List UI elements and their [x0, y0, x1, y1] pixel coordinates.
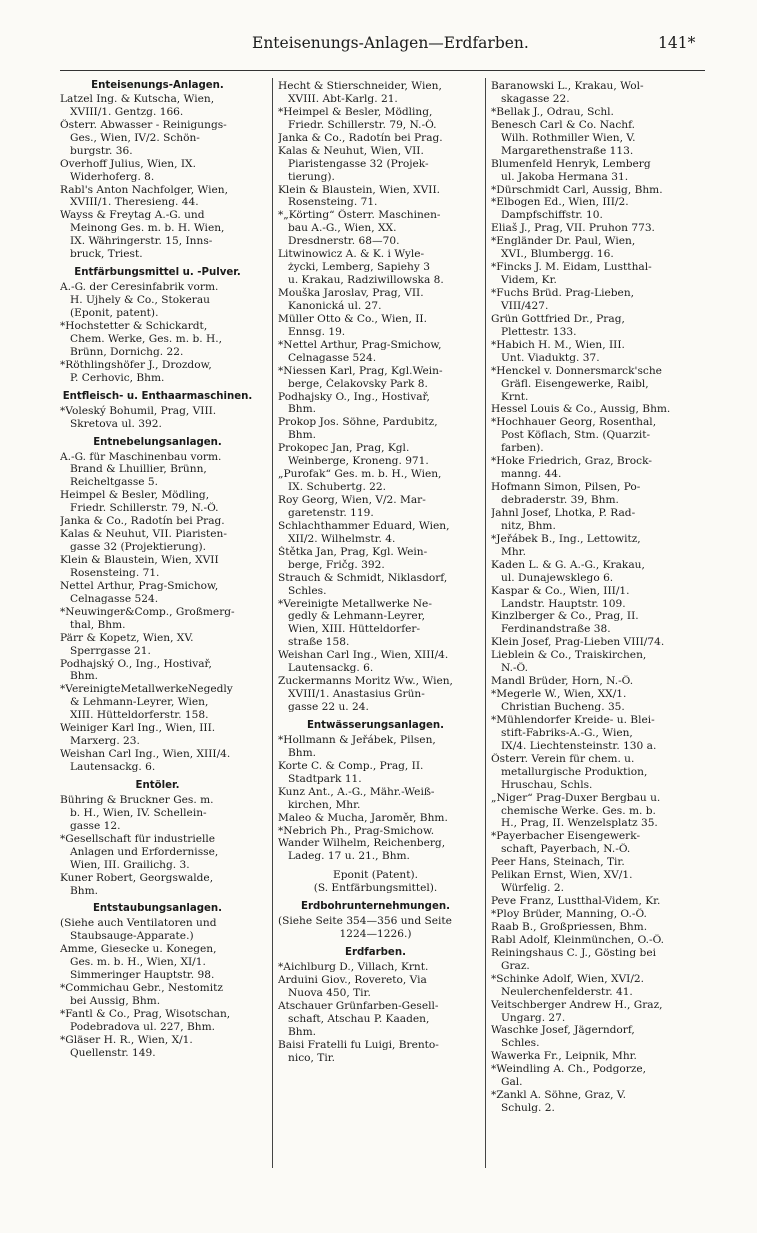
entry-line: IX/4. Liechtensteinstr. 130 a.: [501, 739, 657, 752]
entry-line: *Zankl A. Söhne, Graz, V.: [491, 1089, 626, 1102]
entry-line: Benesch Carl & Co. Nachf.: [491, 118, 636, 131]
section-heading: Entnebelungsanlagen.: [93, 436, 222, 448]
entry-line: Müller Otto & Co., Wien, II.: [278, 312, 427, 325]
entry-line: Krnt.: [501, 390, 529, 403]
column-left: [60, 80, 255, 1060]
entry-line: debraderstr. 39, Bhm.: [501, 494, 619, 506]
entry-line: Pärr & Kopetz, Wien, XV.: [60, 631, 194, 644]
column-divider-right: [485, 78, 486, 1168]
entry-line: XVIII/1. Theresieng. 44.: [70, 196, 199, 209]
entry-line: Bhm.: [288, 746, 317, 759]
entry-line: Litwinowicz A. & K. i Wyle-: [278, 248, 425, 261]
entry-line: berge, Fričg. 392.: [288, 558, 385, 571]
entry-line: *Heimpel & Besler, Mödling,: [278, 105, 433, 118]
entry-line: A.-G. für Maschinenbau vorm.: [60, 450, 222, 463]
entry-line: Kanonická ul. 27.: [288, 299, 382, 312]
entry-line: Ges., Wien, IV/2. Schön-: [70, 131, 200, 144]
entry-line: Schles.: [501, 1037, 540, 1050]
entry-line: „Niger“ Prag-Duxer Bergbau u.: [491, 791, 661, 804]
entry-line: burgstr. 36.: [70, 144, 133, 157]
entry-line: XVIII/1. Anastasius Grün-: [288, 688, 425, 701]
entry-line: Widerhoferg. 8.: [70, 170, 155, 183]
entry-line: *Gläser H. R., Wien, X/1.: [60, 1033, 193, 1046]
entry-line: & Lehmann-Leyrer, Wien,: [70, 696, 209, 709]
entry-line: Wawerka Fr., Leipnik, Mhr.: [491, 1050, 637, 1063]
entry-line: *„Körting“ Österr. Maschinen-: [278, 209, 441, 222]
page-header: [0, 34, 757, 60]
section-heading: Entstaubungsanlagen.: [92, 903, 223, 915]
entry-line: *Weindling A. Ch., Podgorze,: [491, 1063, 647, 1076]
entry-line: Baranowski L., Krakau, Wol-: [491, 80, 644, 92]
entry-line: Schles.: [288, 584, 327, 597]
entry-line: Anlagen und Erfordernisse,: [70, 845, 219, 858]
entry-line: thal, Bhm.: [70, 618, 126, 631]
entry-line: Bhm.: [70, 884, 99, 897]
entry-line: *Elbogen Ed., Wien, III/2.: [491, 196, 629, 209]
entry-line: Simmeringer Hauptstr. 98.: [70, 969, 215, 982]
entry-line: Grün Gottfried Dr., Prag,: [491, 312, 625, 325]
entry-line: Landstr. Hauptstr. 109.: [501, 597, 626, 610]
entry-line: *Hochhauer Georg, Rosenthal,: [491, 416, 657, 429]
entry-line: Eliaš J., Prag, VII. Pruhon 773.: [491, 222, 655, 235]
entry-line: Meinong Ges. m. b. H. Wien,: [70, 222, 225, 235]
entry-line: *Jeřábek B., Ing., Lettowitz,: [491, 532, 641, 545]
entry-line: farben).: [501, 442, 544, 455]
entry-line: Unt. Viaduktg. 37.: [501, 351, 600, 364]
entry-line: Kalas & Neuhut, VII. Piaristen-: [60, 528, 227, 541]
running-title: Enteisenungs-Anlagen—Erdfarben.: [252, 34, 529, 52]
entry-line: Hessel Louis & Co., Aussig, Bhm.: [491, 403, 671, 416]
entry-line: Podebradova ul. 227, Bhm.: [70, 1020, 216, 1033]
entry-line: XII/2. Wilhelmstr. 4.: [288, 532, 396, 545]
entry-line: H. Ujhely & Co., Stokerau: [70, 294, 210, 307]
entry-line: *Hollmann & Jeřábek, Pilsen,: [278, 733, 436, 746]
entry-line: Lautensackg. 6.: [288, 662, 374, 675]
entry-line: Bühring & Bruckner Ges. m.: [60, 793, 214, 806]
column-divider-left: [272, 78, 273, 1168]
entry-line: Kinzlberger & Co., Prag, II.: [491, 610, 639, 623]
entry-line: XVIII/1. Gentzg. 166.: [70, 105, 184, 118]
entry-line: Bhm.: [288, 403, 317, 416]
entry-line: Kaspar & Co., Wien, III/1.: [491, 584, 630, 597]
entry-line: *Ploy Brüder, Manning, O.-Ö.: [491, 908, 647, 920]
section-heading: Entwässerungsanlagen.: [306, 719, 445, 731]
entry-line: Korte C. & Comp., Prag, II.: [278, 759, 424, 772]
entry-line: Raab B., Großpriessen, Bhm.: [491, 920, 648, 933]
entry-line: Würfelig. 2.: [501, 882, 564, 895]
entry-line: Skretova ul. 392.: [70, 417, 162, 430]
entry-line: (Siehe auch Ventilatoren und: [60, 917, 217, 930]
entry-line: berge, Čelakovsky Park 8.: [288, 377, 428, 390]
entry-line: chemische Werke. Ges. m. b.: [501, 804, 656, 817]
entry-line: Latzel Ing. & Kutscha, Wien,: [60, 92, 215, 105]
entry-line: Ennsg. 19.: [288, 325, 346, 338]
entry-line: Österr. Verein für chem. u.: [491, 752, 635, 765]
section-heading: Erdfarben.: [345, 947, 406, 959]
entry-line: H., Prag, II. Wenzelsplatz 35.: [501, 817, 658, 830]
entry-line: Ladeg. 17 u. 21., Bhm.: [288, 850, 410, 863]
entry-line: Blumenfeld Henryk, Lemberg: [491, 157, 651, 170]
entry-line: Podhajsky O., Ing., Hostivař,: [278, 390, 430, 403]
entry-line: bei Aussig, Bhm.: [70, 995, 161, 1008]
entry-line: Mandl Brüder, Horn, N.-Ö.: [491, 675, 634, 688]
section-heading: Enteisenungs-Anlagen.: [91, 80, 224, 91]
entry-line: IX. Schubertg. 22.: [288, 481, 387, 494]
entry-line: VIII/427.: [501, 299, 549, 312]
entry-line: Kalas & Neuhut, Wien, VII.: [278, 144, 424, 157]
entry-line: *VereinigteMetallwerkeNegedly: [60, 683, 233, 696]
entry-line: Celnagasse 524.: [288, 351, 377, 364]
entry-line: Jahnl Josef, Lhotka, P. Rad-: [491, 506, 636, 519]
entry-line: Hofmann Simon, Pilsen, Po-: [491, 481, 641, 494]
entry-line: gasse 32 (Projektierung).: [70, 541, 207, 554]
entry-line: *Röthlingshöfer J., Drozdow,: [60, 358, 212, 371]
entry-line: *Schinke Adolf, Wien, XVI/2.: [491, 972, 645, 985]
entry-line: życki, Lemberg, Sapiehy 3: [288, 261, 430, 274]
entry-line: *Henckel v. Donnersmarck'sche: [491, 364, 662, 377]
entry-line: Roy Georg, Wien, V/2. Mar-: [278, 494, 426, 506]
entry-line: Wayss & Freytag A.-G. und: [60, 209, 205, 222]
entry-line: (Siehe Seite 354—356 und Seite: [278, 915, 452, 928]
entry-line: Mouška Jaroslav, Prag, VII.: [278, 287, 424, 299]
entry-line: Brünn, Dornichg. 22.: [70, 345, 184, 358]
entry-line: *Neuwinger&Comp., Großmerg-: [60, 605, 235, 618]
entry-line: Wander Wilhelm, Reichenberg,: [278, 837, 446, 850]
entry-line: Štětka Jan, Prag, Kgl. Wein-: [278, 545, 428, 558]
entry-line: *Nebrich Ph., Prag-Smichow.: [278, 824, 435, 837]
entry-line: Lautensackg. 6.: [70, 761, 156, 773]
entry-line: Nettel Arthur, Prag-Smichow,: [60, 579, 219, 592]
entry-line: Pelikan Ernst, Wien, XV/1.: [491, 869, 633, 882]
entry-line: Margarethenstraße 113.: [501, 144, 634, 157]
section-heading: Entöler.: [135, 779, 180, 791]
entry-line: Ungarg. 27.: [501, 1011, 566, 1024]
entry-line: Strauch & Schmidt, Niklasdorf,: [278, 571, 448, 584]
entry-line: Heimpel & Besler, Mödling,: [60, 489, 210, 502]
entry-line: *Hoke Friedrich, Graz, Brock-: [491, 455, 652, 468]
entry-line: Neulerchenfelderstr. 41.: [501, 985, 633, 998]
entry-line: Marxerg. 23.: [70, 735, 140, 748]
entry-line: XVI., Blumbergg. 16.: [501, 248, 614, 261]
entry-line: Ferdinandstraße 38.: [501, 623, 611, 636]
entry-line: Kuner Robert, Georgswalde,: [60, 871, 214, 884]
entry-line: Peve Franz, Lustthal-Videm, Kr.: [491, 895, 661, 908]
entry-line: Kaden L. & G. A.-G., Krakau,: [491, 558, 645, 571]
entry-line: garetenstr. 119.: [288, 506, 374, 519]
entry-line: A.-G. der Ceresinfabrik vorm.: [60, 281, 219, 294]
entry-line: *Vereinigte Metallwerke Ne-: [278, 597, 432, 610]
entry-line: *Aichlburg D., Villach, Krnt.: [278, 961, 429, 974]
entry-line: gasse 12.: [70, 819, 121, 832]
entry-line: Weiniger Karl Ing., Wien, III.: [60, 722, 216, 735]
entry-line: *Commichau Gebr., Nestomitz: [60, 982, 223, 995]
entry-line: Schulg. 2.: [501, 1102, 555, 1115]
entry-line: Chem. Werke, Ges. m. b. H.,: [70, 332, 222, 345]
entry-line: Weinberge, Kroneng. 971.: [288, 455, 429, 468]
entry-line: *Niessen Karl, Prag, Kgl.Wein-: [278, 364, 443, 377]
entry-line: bruck, Triest.: [70, 248, 143, 261]
entry-line: Graz.: [501, 959, 530, 972]
entry-line: straße 158.: [288, 636, 350, 649]
entry-line: Celnagasse 524.: [70, 592, 159, 605]
entry-line: Schlachthammer Eduard, Wien,: [278, 519, 450, 532]
entry-line: *Payerbacher Eisengewerk-: [491, 830, 641, 843]
entry-line: (S. Entfärbungsmittel).: [313, 882, 438, 895]
entry-line: b. H., Wien, IV. Schellein-: [70, 806, 207, 819]
entry-line: Mhr.: [501, 545, 526, 558]
entry-line: (Eponit, patent).: [70, 307, 159, 319]
header-rule: [60, 70, 705, 71]
entry-line: Reicheltgasse 5.: [70, 476, 159, 489]
entry-line: nitz, Bhm.: [501, 519, 556, 532]
entry-line: gasse 22 u. 24.: [288, 701, 369, 713]
entry-line: Klein & Blaustein, Wien, XVII: [60, 554, 219, 566]
entry-line: kirchen, Mhr.: [288, 798, 361, 811]
entry-line: *Dürschmidt Carl, Aussig, Bhm.: [491, 183, 663, 196]
entry-line: Peer Hans, Steinach, Tir.: [491, 856, 625, 869]
entry-line: *Voleský Bohumil, Prag, VIII.: [60, 404, 217, 417]
entry-line: Weishan Carl Ing., Wien, XIII/4.: [278, 649, 449, 662]
page-number: 141*: [658, 34, 696, 52]
entry-line: Bhm.: [288, 429, 317, 442]
entry-line: Rosensteing. 71.: [70, 566, 160, 579]
entry-line: Prokop Jos. Söhne, Pardubitz,: [278, 416, 438, 429]
entry-line: u. Krakau, Radziwillowska 8.: [288, 274, 444, 287]
entry-line: *Nettel Arthur, Prag-Smichow,: [278, 338, 442, 351]
entry-line: Piaristengasse 32 (Projek-: [288, 157, 429, 170]
entry-line: *Megerle W., Wien, XX/1.: [491, 688, 627, 701]
entry-line: Rosensteing. 71.: [288, 196, 378, 209]
entry-line: Klein & Blaustein, Wien, XVII.: [278, 183, 441, 196]
entry-line: Waschke Josef, Jägerndorf,: [491, 1024, 635, 1037]
entry-line: Sperrgasse 21.: [70, 644, 151, 657]
entry-line: *Fantl & Co., Prag, Wisotschan,: [60, 1008, 231, 1020]
entry-line: N.-Ö.: [501, 662, 528, 675]
entry-line: *Bellak J., Odrau, Schl.: [491, 105, 614, 118]
entry-line: ul. Dunajewsklego 6.: [501, 571, 614, 584]
entry-line: Podhajský O., Ing., Hostivař,: [60, 657, 212, 670]
entry-line: Klein Josef, Prag-Lieben VIII/74.: [491, 636, 665, 649]
entry-line: manng. 44.: [501, 468, 562, 481]
entry-line: Plettestr. 133.: [501, 325, 577, 338]
entry-line: Brand & Lhuillier, Brünn,: [70, 463, 207, 476]
section-heading: Entfärbungsmittel u. -Pulver.: [74, 267, 241, 279]
entry-line: Hruschau, Schls.: [501, 778, 593, 791]
entry-line: Hecht & Stierschneider, Wien,: [278, 80, 442, 92]
entry-line: *Engländer Dr. Paul, Wien,: [491, 235, 636, 248]
entry-line: Eponit (Patent).: [333, 869, 418, 882]
entry-line: *Hochstetter & Schickardt,: [60, 319, 208, 332]
entry-line: Janka & Co., Radotín bei Prag.: [60, 515, 225, 528]
entry-line: tierung).: [288, 170, 335, 183]
entry-line: Kunz Ant., A.-G., Mähr.-Weiß-: [278, 785, 435, 798]
entry-line: IX. Währingerstr. 15, Inns-: [70, 235, 213, 248]
entry-line: Quellenstr. 149.: [70, 1046, 156, 1059]
entry-line: Veitschberger Andrew H., Graz,: [491, 998, 663, 1011]
entry-line: Österr. Abwasser - Reinigungs-: [60, 118, 227, 131]
entry-line: Maleo & Mucha, Jaroměr, Bhm.: [278, 811, 448, 824]
entry-line: metallurgische Produktion,: [501, 765, 648, 778]
entry-line: *Habich H. M., Wien, III.: [491, 338, 625, 351]
entry-line: schaft, Atschau P. Kaaden,: [288, 1012, 430, 1025]
entry-line: Post Köflach, Stm. (Quarzit-: [501, 429, 651, 442]
entry-line: Stadtpark 11.: [288, 772, 362, 785]
entry-line: Lieblein & Co., Traiskirchen,: [491, 649, 647, 662]
entry-line: Bhm.: [70, 670, 99, 683]
entry-line: Gräfl. Eisengewerke, Raibl,: [501, 377, 649, 390]
entry-line: P. Cerhovic, Bhm.: [70, 371, 165, 384]
entry-line: Bhm.: [288, 1025, 317, 1038]
entry-line: Dresdnerstr. 68—70.: [288, 235, 400, 248]
entry-line: XVIII. Abt-Karlg. 21.: [288, 92, 398, 105]
entry-line: Reiningshaus C. J., Gösting bei: [491, 946, 656, 959]
entry-line: ul. Jakoba Hermana 31.: [501, 170, 629, 183]
entry-line: *Fincks J. M. Eidam, Lustthal-: [491, 261, 652, 274]
entry-line: Arduini Giov., Rovereto, Via: [278, 974, 427, 986]
section-heading: Erdbohrunternehmungen.: [300, 901, 450, 913]
entry-line: Christian Bucheng. 35.: [501, 701, 625, 713]
entry-line: Overhoff Julius, Wien, IX.: [60, 157, 196, 170]
entry-line: stift-Fabriks-A.-G., Wien,: [501, 726, 633, 739]
entry-line: Friedr. Schillerstr. 79, N.-Ö.: [288, 118, 437, 131]
entry-line: Ges. m. b. H., Wien, XI/1.: [70, 956, 206, 969]
entry-line: gedly & Lehmann-Leyrer,: [288, 610, 425, 623]
entry-line: schaft, Payerbach, N.-Ö.: [501, 843, 631, 856]
entry-line: Prokopec Jan, Prag, Kgl.: [278, 442, 410, 455]
entry-line: Rabl's Anton Nachfolger, Wien,: [60, 183, 228, 196]
entry-line: *Fuchs Brüd. Prag-Lieben,: [491, 287, 635, 299]
entry-line: Gal.: [501, 1076, 523, 1089]
entry-line: bau A.-G., Wien, XX.: [288, 222, 397, 235]
entry-line: Wilh. Rothmiller Wien, V.: [501, 131, 636, 144]
entry-line: Amme, Giesecke u. Konegen,: [60, 943, 217, 956]
entry-line: Atschauer Grünfarben-Gesell-: [278, 999, 439, 1012]
entry-line: Baisi Fratelli fu Luigi, Brento-: [278, 1038, 439, 1051]
entry-line: XIII. Hütteldorferstr. 158.: [70, 709, 209, 722]
entry-line: Wien, III. Grailichg. 3.: [70, 858, 190, 871]
entry-line: Weishan Carl Ing., Wien, XIII/4.: [60, 748, 231, 761]
entry-line: 1224—1226.): [339, 928, 412, 941]
entry-line: nico, Tir.: [288, 1051, 335, 1064]
column-right: [491, 80, 686, 1115]
entry-line: „Purofak“ Ges. m. b. H., Wien,: [278, 468, 442, 481]
entry-line: *Mühlendorfer Kreide- u. Blei-: [491, 713, 655, 726]
entry-line: Dampfschiffstr. 10.: [501, 209, 603, 222]
entry-line: Janka & Co., Radotín bei Prag.: [278, 131, 443, 144]
entry-line: Wien, XIII. Hütteldorfer-: [288, 623, 421, 636]
entry-line: skagasse 22.: [501, 92, 570, 105]
entry-line: Zuckermanns Moritz Ww., Wien,: [278, 675, 453, 688]
section-heading: Entfleisch- u. Enthaarmaschinen.: [62, 390, 253, 402]
entry-line: *Gesellschaft für industrielle: [60, 832, 216, 845]
entry-line: Videm, Kr.: [501, 274, 557, 287]
entry-line: Rabl Adolf, Kleinmünchen, O.-Ö.: [491, 933, 665, 946]
entry-line: Friedr. Schillerstr. 79, N.-Ö.: [70, 502, 219, 515]
entry-line: Nuova 450, Tir.: [288, 986, 371, 999]
entry-line: Staubsauge-Apparate.): [70, 930, 194, 943]
column-middle: [278, 80, 473, 1065]
